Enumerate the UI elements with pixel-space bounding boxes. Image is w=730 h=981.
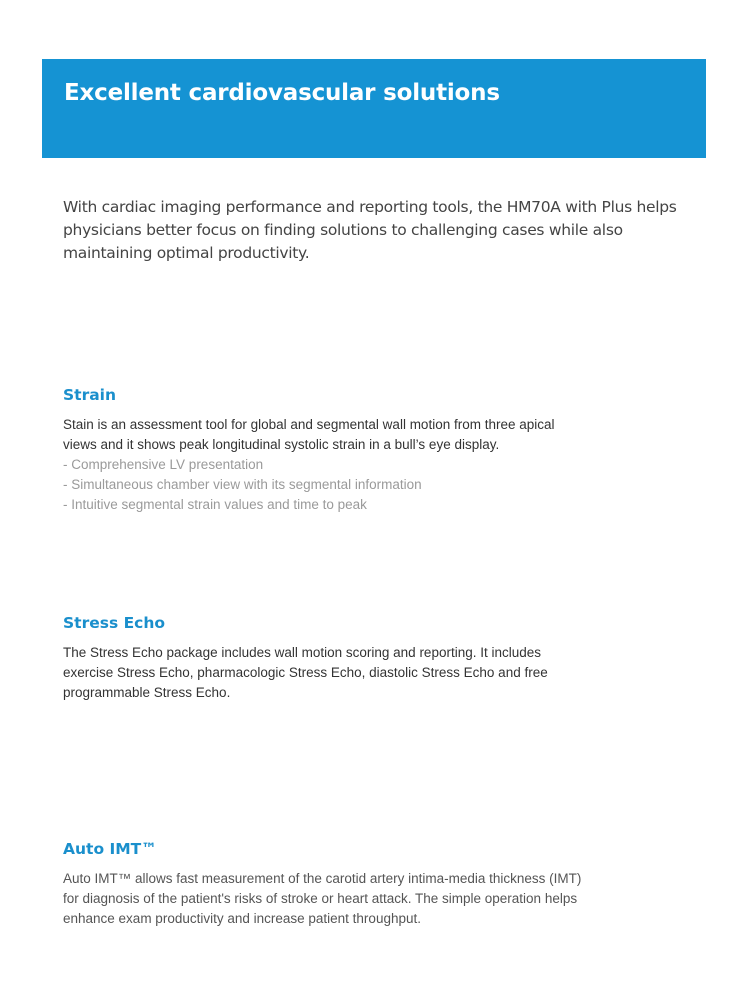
- section-title-strain: Strain: [63, 386, 117, 404]
- section-body-stress-echo: The Stress Echo package includes wall motion scoring and reporting. It includes exercise Stress Echo, pharmacologic Stress Echo, diastolic Stress Echo and free programmable Stress Echo.: [63, 645, 548, 700]
- section-auto-imt: [63, 840, 583, 929]
- section-body-strain: Stain is an assessment tool for global and segmental wall motion from three apical views and it shows peak longitudinal systolic strain in a bull’s eye display.: [63, 417, 555, 452]
- header-banner: [42, 59, 706, 158]
- list-item: - Intuitive segmental strain values and time to peak: [63, 497, 367, 512]
- list-item: - Comprehensive LV presentation: [63, 457, 264, 472]
- page-title: Excellent cardiovascular solutions: [64, 80, 500, 106]
- section-strain: [63, 386, 583, 515]
- intro-paragraph: With cardiac imaging performance and reporting tools, the HM70A with Plus helps physicians better focus on finding solutions to challenging cases while also maintaining optimal productivity.: [63, 198, 677, 262]
- section-body-auto-imt: Auto IMT™ allows fast measurement of the carotid artery intima-media thickness (IMT) for diagnosis of the patient's risks of stroke or heart attack. The simple operation helps enhance exam productivity and increase patient throughput.: [63, 871, 582, 926]
- list-item: - Simultaneous chamber view with its segmental information: [63, 477, 422, 492]
- section-stress-echo: [63, 614, 583, 703]
- section-title-stress-echo: Stress Echo: [63, 614, 166, 632]
- strain-feature-list: [63, 455, 583, 515]
- section-title-auto-imt: Auto IMT™: [63, 840, 157, 858]
